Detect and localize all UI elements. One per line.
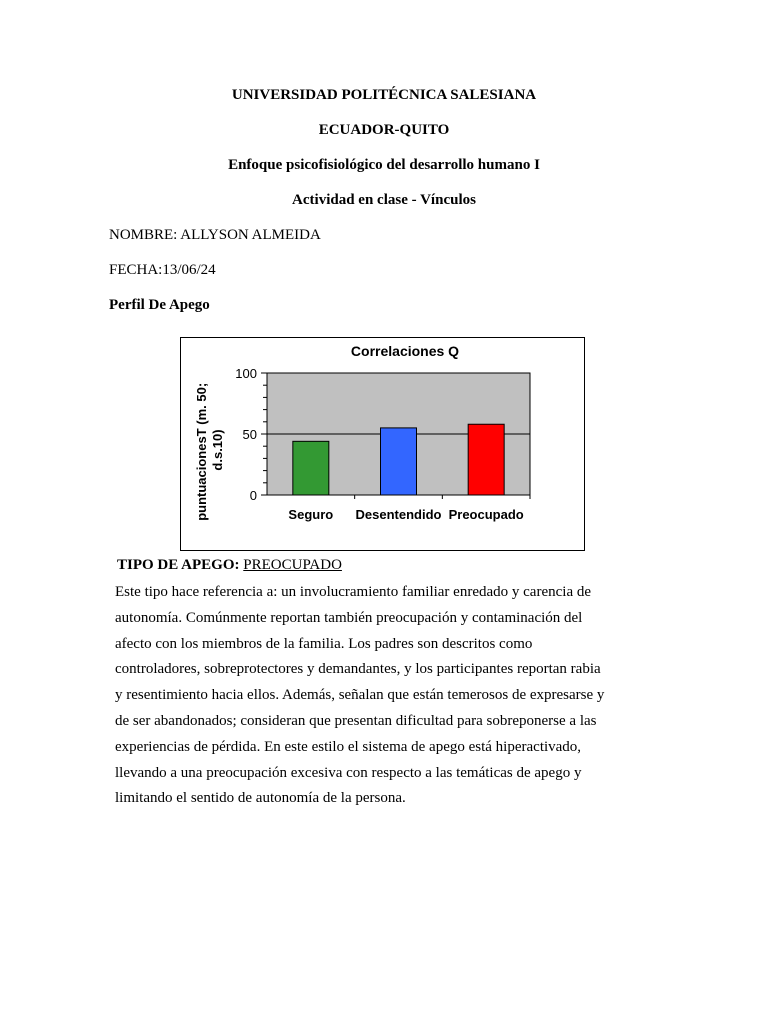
x-tick-label: Preocupado [448,507,524,522]
attachment-type-value: PREOCUPADO [243,557,342,573]
y-axis-label-line-2: d.s.10) [210,429,225,471]
city-title: ECUADOR-QUITO [318,122,450,138]
bar-seguro [293,441,329,495]
description-line: de ser abandonados; consideran que presentan dificultad para sobreponerse a las [115,712,597,729]
activity-title: Actividad en clase - Vínculos [292,192,476,208]
description-line: controladores, sobreprotectores y demandantes, y los participantes reportan rabia [115,661,601,678]
description-line: limitando el sentido de autonomía de la persona. [115,790,406,807]
y-axis-label-line-1: puntuacionesT (m. 50; [194,382,209,521]
student-name: NOMBRE: ALLYSON ALMEIDA [109,227,321,243]
description-line: experiencias de pérdida. En este estilo el sistema de apego está hiperactivado, [115,738,582,755]
y-tick-label: 50 [242,427,257,442]
university-title: UNIVERSIDAD POLITÉCNICA SALESIANA [231,87,537,103]
description-line: y resentimiento hacia ellos. Además, señalan que están temerosos de expresarse y [115,687,605,704]
section-title: Perfil De Apego [109,297,210,313]
y-tick-label: 0 [249,488,257,503]
x-tick-label: Desentendido [355,507,442,522]
bar-desentendido [381,428,417,495]
attachment-type-line [117,556,342,574]
description-line: autonomía. Comúnmente reportan también preocupación y contaminación del [115,609,583,626]
date-line: FECHA:13/06/24 [109,262,216,278]
attachment-type-label: TIPO DE APEGO: [117,557,244,573]
course-title: Enfoque psicofisiológico del desarrollo humano I [228,157,540,173]
chart-title: Correlaciones Q [350,343,460,359]
y-axis-label [194,379,225,521]
bar-chart-svg [181,338,586,552]
bar-preocupado [468,424,504,495]
description-line: Este tipo hace referencia a: un involucramiento familiar enredado y carencia de [115,584,592,600]
x-tick-label: Seguro [288,507,334,522]
description-line: afecto con los miembros de la familia. Los padres son descritos como [115,635,533,652]
description-line: llevando a una preocupación excesiva con respecto a las temáticas de apego y [115,764,582,781]
description-paragraph [115,580,635,812]
attachment-chart [180,337,585,551]
y-tick-label: 100 [235,366,257,381]
